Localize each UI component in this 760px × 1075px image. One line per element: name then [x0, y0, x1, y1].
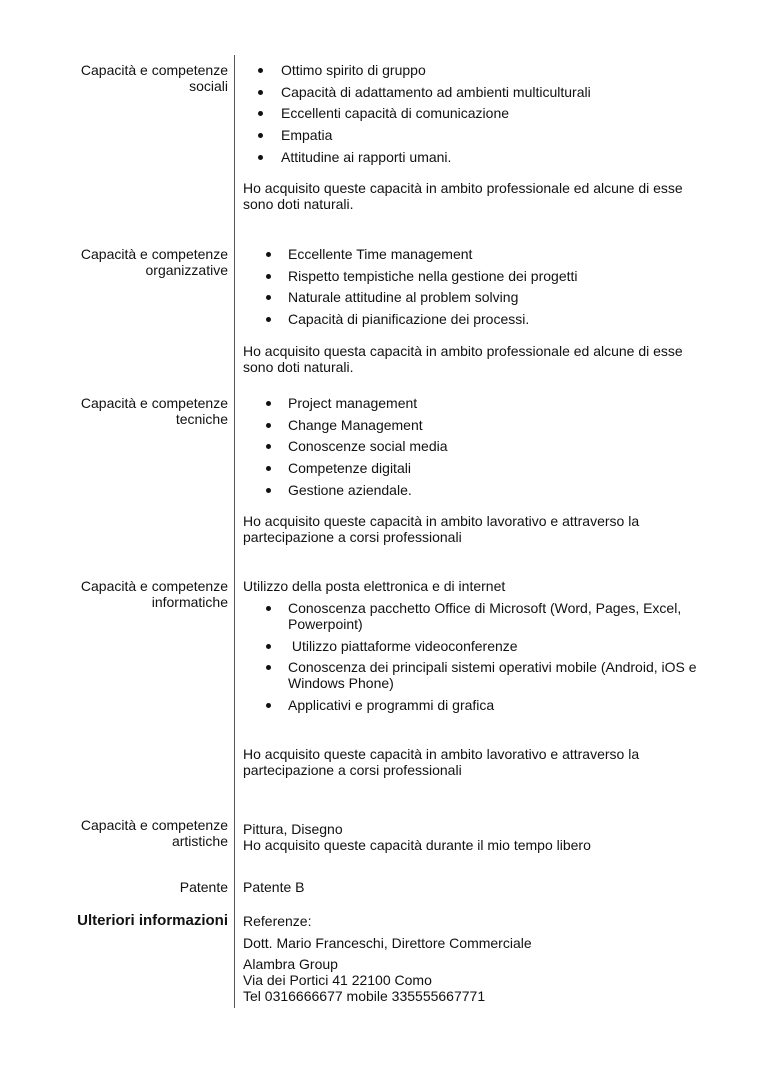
references-heading: Referenze:	[243, 913, 312, 929]
section-label: Capacità e competenze organizzative	[80, 246, 228, 278]
section-note: Ho acquisito questa capacità in ambito professionale ed alcune di esse sono doti naturali.	[243, 343, 683, 376]
section-label: Capacità e competenze tecniche	[80, 395, 228, 427]
list-item: Naturale attitudine al problem solving	[243, 289, 713, 305]
section-content	[243, 821, 713, 853]
artistic-activities: Pittura, Disegno	[243, 821, 343, 837]
reference-contact: Dott. Mario Franceschi, Direttore Commerciale	[243, 935, 532, 951]
section-label: Capacità e competenze sociali	[80, 62, 228, 94]
list-item: Conoscenza dei principali sistemi operativi mobile (Android, iOS e Windows Phone)	[243, 659, 713, 691]
list-item: Utilizzo piattaforme videoconferenze	[243, 638, 713, 654]
list-item: Capacità di adattamento ad ambienti multiculturali	[243, 84, 713, 100]
section-content	[243, 395, 713, 545]
list-item: Capacità di pianificazione dei processi.	[243, 311, 713, 327]
reference-address: Via dei Portici 41 22100 Como	[243, 972, 432, 988]
list-item: Empatia	[243, 127, 713, 143]
section-note: Ho acquisito queste capacità in ambito lavorativo e attraverso la partecipazione a corsi professionali	[243, 746, 640, 779]
bullet-list	[243, 246, 713, 327]
list-item: Eccellenti capacità di comunicazione	[243, 105, 713, 121]
section-content	[243, 246, 713, 375]
list-item: Eccellente Time management	[243, 246, 713, 262]
list-item: Attitudine ai rapporti umani.	[243, 149, 713, 165]
reference-phone: Tel 0316666677 mobile 335555667771	[243, 988, 486, 1004]
section-content	[243, 578, 713, 778]
section-note: Ho acquisito queste capacità in ambito professionale ed alcune di esse sono doti naturali.	[243, 179, 683, 212]
list-item: Competenze digitali	[243, 460, 713, 476]
list-item: Conoscenze social media	[243, 438, 713, 454]
bullet-list	[243, 600, 713, 713]
license-value: Patente B	[243, 879, 305, 895]
list-item: Applicativi e programmi di grafica	[243, 697, 713, 713]
section-content	[243, 62, 713, 212]
list-item: Project management	[243, 395, 713, 411]
section-note: Ho acquisito queste capacità in ambito lavorativo e attraverso la partecipazione a corsi professionali	[243, 512, 640, 545]
artistic-note: Ho acquisito queste capacità durante il mio tempo libero	[243, 837, 591, 853]
section-intro: Utilizzo della posta elettronica e di internet	[243, 578, 506, 594]
list-item: Change Management	[243, 417, 713, 433]
reference-company: Alambra Group	[243, 956, 338, 972]
list-item: Gestione aziendale.	[243, 482, 713, 498]
section-label: Capacità e competenze informatiche	[80, 578, 228, 610]
list-item: Rispetto tempistiche nella gestione dei progetti	[243, 268, 713, 284]
bullet-list	[243, 395, 713, 498]
vertical-divider	[234, 55, 235, 1008]
list-item: Conoscenza pacchetto Office di Microsoft (Word, Pages, Excel, Powerpoint)	[243, 600, 713, 632]
bullet-list	[243, 62, 713, 165]
section-label: Patente	[179, 879, 228, 895]
list-item: Ottimo spirito di gruppo	[243, 62, 713, 78]
section-content	[243, 913, 713, 1004]
section-label: Capacità e competenze artistiche	[80, 817, 228, 849]
section-label: Ulteriori informazioni	[77, 912, 228, 929]
